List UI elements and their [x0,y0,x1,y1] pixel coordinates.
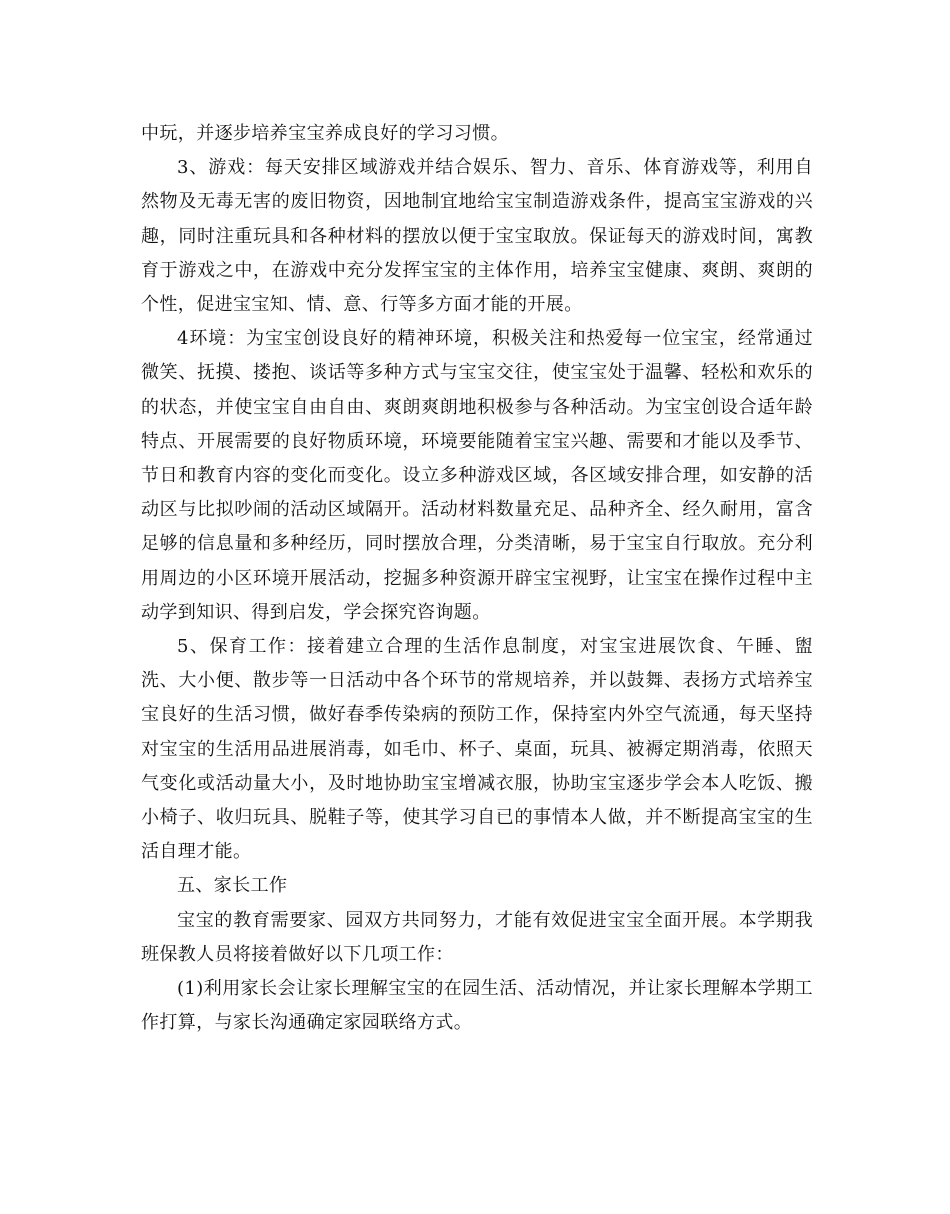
paragraph-continuation: 中玩，并逐步培养宝宝养成良好的学习习惯。 [141,123,509,144]
paragraph-environment: 4环境：为宝宝创设良好的精神环境，积极关注和热爱每一位宝宝，经常通过微笑、抚摸、搂抱、谈话等多种方式与宝宝交往，使宝宝处于温馨、轻松和欢乐的的状态，并使宝宝自由自由、爽朗爽朗地积极参与各种活动。为宝宝创设合适年龄特点、开展需要的良好物质环境，环境要能随着宝宝兴趣、需要和才能以及季节、节日和教育内容的变化而变化。设立多种游戏区域，各区域安排合理，如安静的活动区与比拟吵闹的活动区域隔开。活动材料数量充足、品种齐全、经久耐用，富含足够的信息量和多种经历，同时摆放合理，分类清晰，易于宝宝自行取放。充分利用周边的小区环境开展活动，挖掘多种资源开辟宝宝视野，让宝宝在操作过程中主动学到知识、得到启发，学会探究咨询题。 [141,328,813,623]
paragraph-parent-item-1: (1)利用家长会让家长理解宝宝的在园生活、活动情况，并让家长理解本学期工作打算，与家长沟通确定家园联络方式。 [141,978,813,1034]
section-heading-parent-work: 五、家长工作 [177,875,288,897]
paragraph-parent-intro: 宝宝的教育需要家、园双方共同努力，才能有效促进宝宝全面开展。本学期我班保教人员将接着做好以下几项工作： [141,909,813,965]
document-body [141,117,813,1040]
paragraph-care-work: 5、保育工作：接着建立合理的生活作息制度，对宝宝进展饮食、午睡、盥洗、大小便、散步等一日活动中各个环节的常规培养，并以鼓舞、表扬方式培养宝宝良好的生活习惯，做好春季传染病的预防工作，保持室内外空气流通，每天坚持对宝宝的生活用品进展消毒，如毛巾、杯子、桌面，玩具、被褥定期消毒，依照天气变化或活动量大小，及时地协助宝宝增减衣服，协助宝宝逐步学会本人吃饭、搬小椅子、收归玩具、脱鞋子等，使其学习自已的事情本人做，并不断提高宝宝的生活自理才能。 [141,636,813,863]
paragraph-games: 3、游戏：每天安排区域游戏并结合娱乐、智力、音乐、体育游戏等，利用自然物及无毒无害的废旧物资，因地制宜地给宝宝制造游戏条件，提高宝宝游戏的兴趣，同时注重玩具和各种材料的摆放以便于宝宝取放。保证每天的游戏时间，寓教育于游戏之中，在游戏中充分发挥宝宝的主体作用，培养宝宝健康、爽朗、爽朗的个性，促进宝宝知、情、意、行等多方面才能的开展。 [141,157,813,316]
